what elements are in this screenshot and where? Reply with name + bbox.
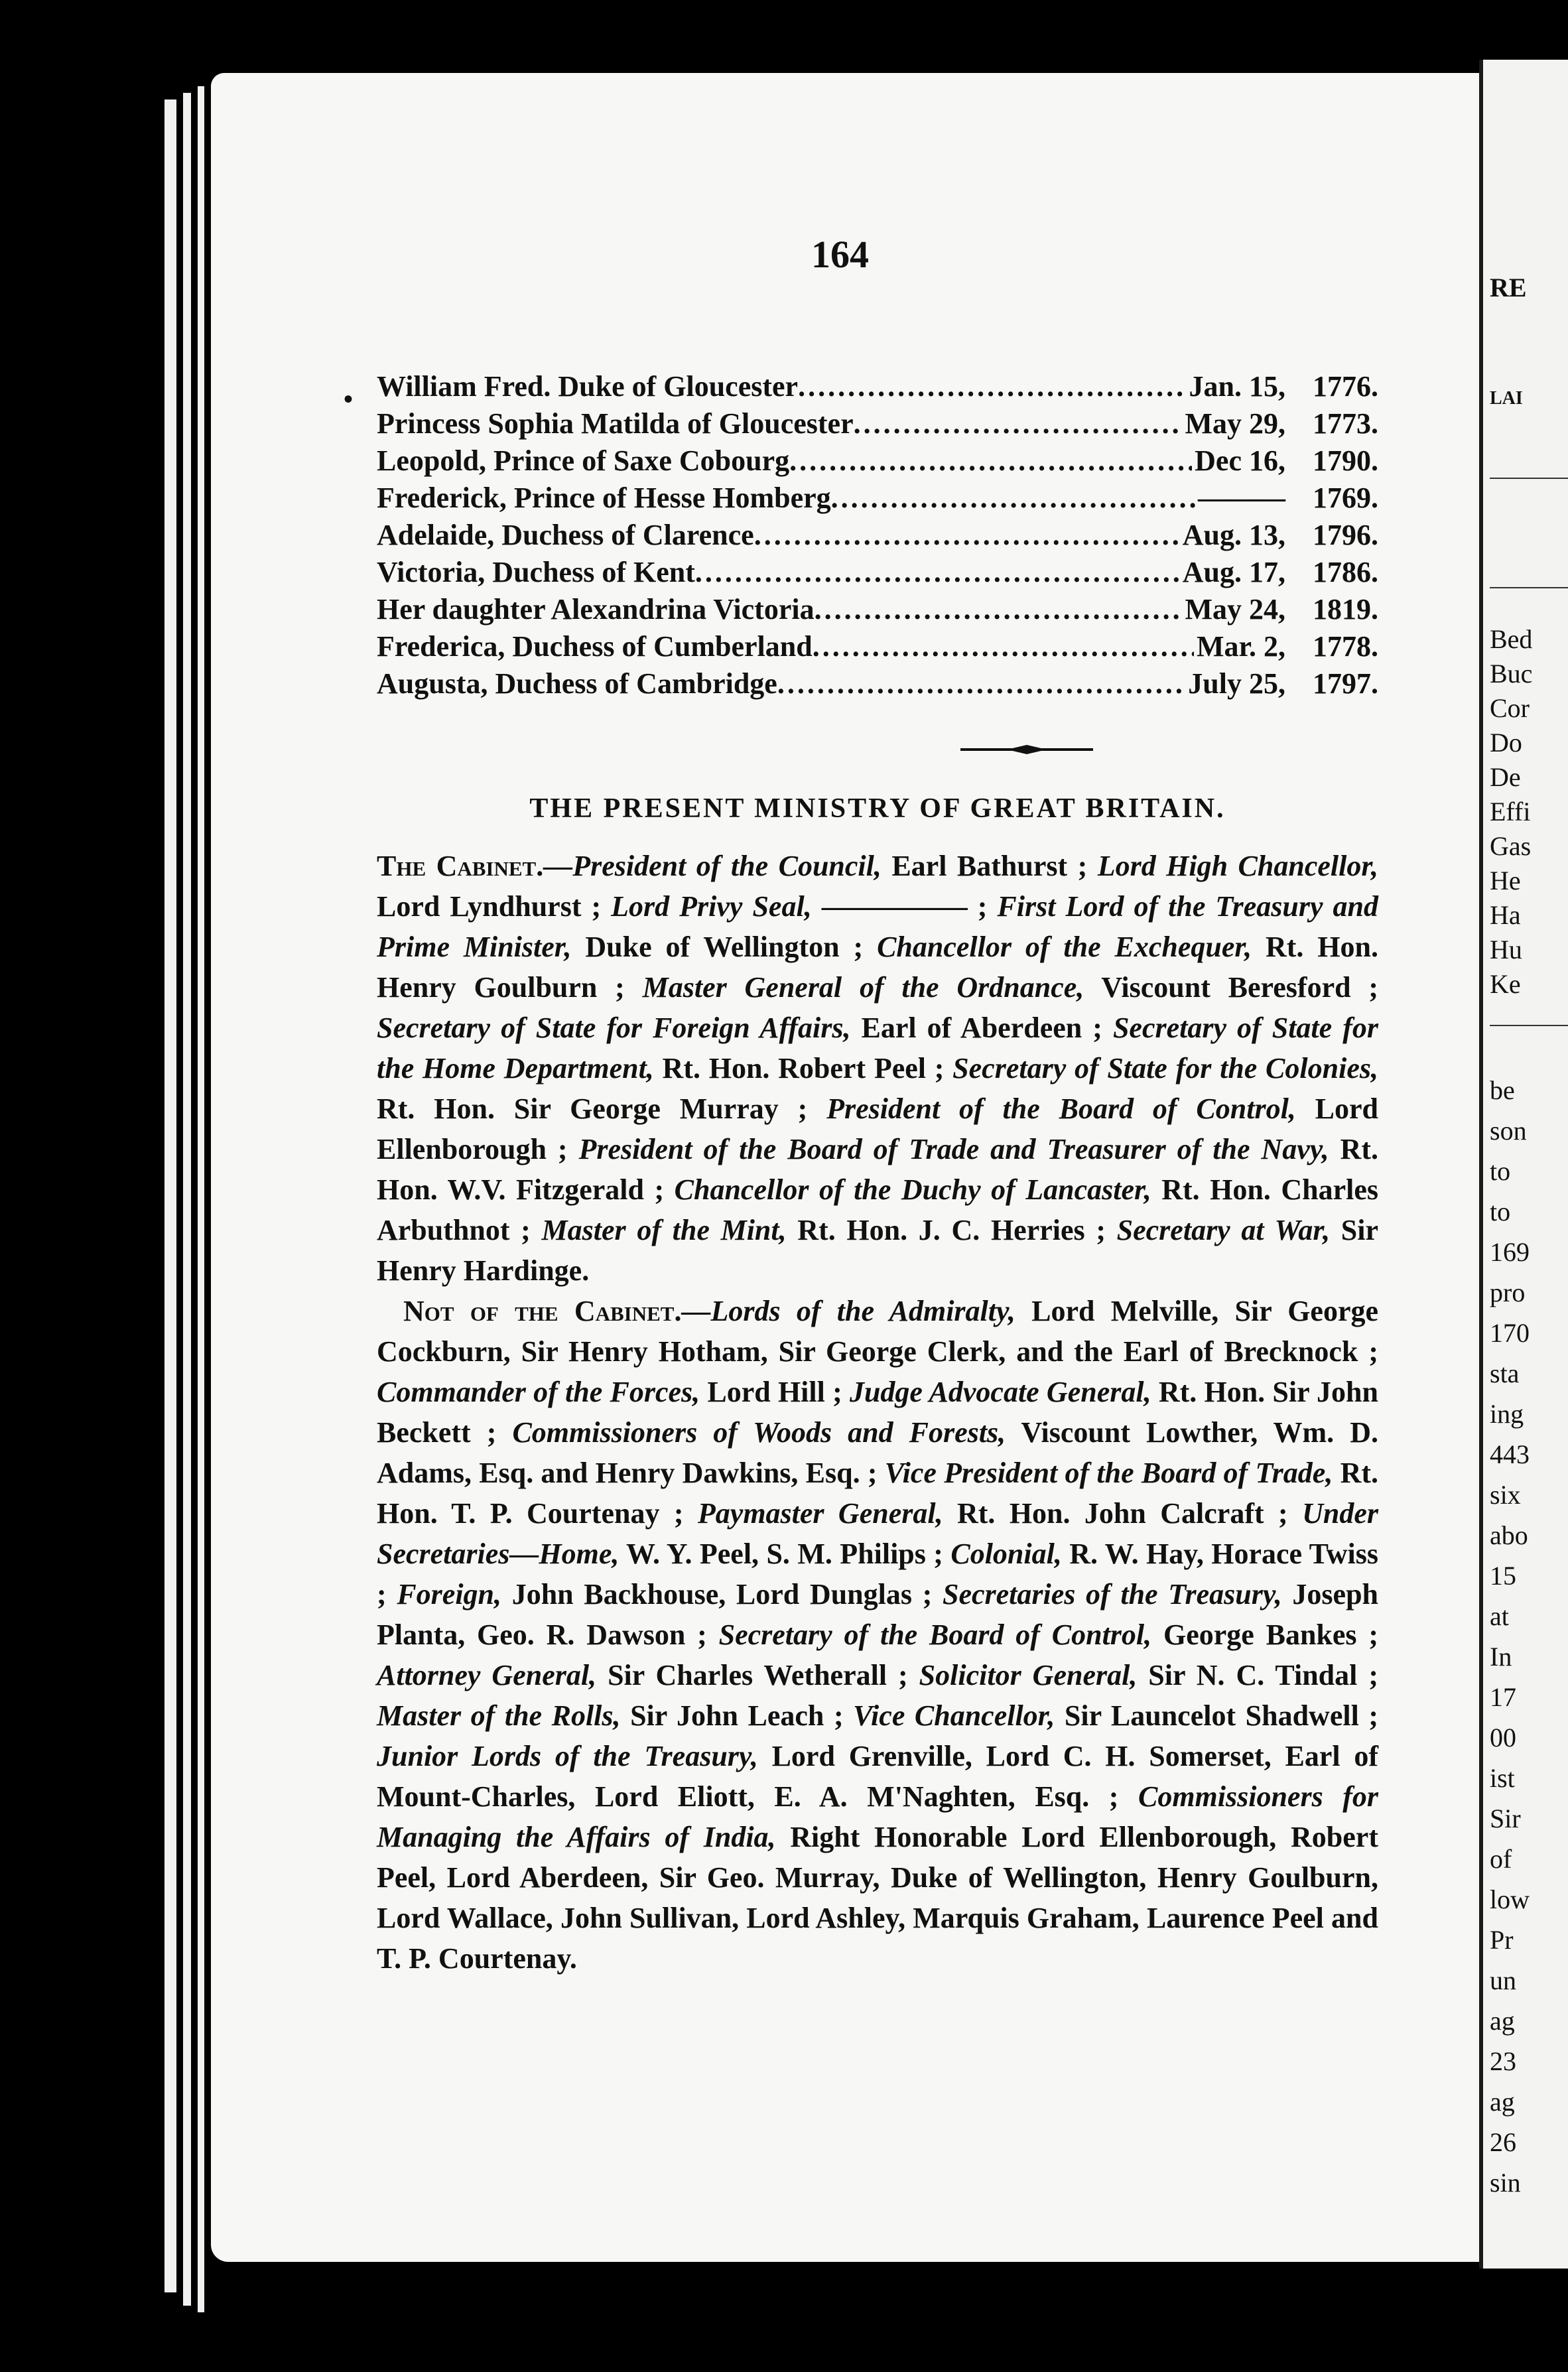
birth-row [377,480,1378,517]
office-title: Secretary of State for the Home Department, [377,1012,1378,1085]
office-title: Secretaries of the Treasury, [942,1578,1282,1611]
office-title: Secretary at War, [1116,1214,1331,1246]
office-holder: Right Honorable Lord Ellenborough, Robert Peel, Lord Aberdeen, Sir Geo. Murray, Duke of Wellington, Henry Goulburn, Lord Wallace, John Sullivan, Lord Ashley, Marquis Graham, Laurence Peel and T. P. Courtenay. [377,1821,1378,1975]
office-title: First Lord of the Treasury and Prime Minister, [377,890,1379,963]
cabinet-paragraph [377,846,1378,1291]
facing-page-fragment: to [1490,1197,1511,1226]
office-holder: Rt. Hon. Sir George Murray ; [377,1092,827,1125]
facing-page-fragment: at [1490,1601,1509,1631]
birth-name: Adelaide, Duchess of Clarence [377,519,754,551]
facing-page-fragment: Ha [1490,900,1521,930]
birth-name: Augusta, Duchess of Cambridge [377,667,777,700]
office-holder: Rt. Hon. W.V. Fitzgerald ; [377,1133,1378,1206]
office-holder: R. W. Hay, Horace Twiss ; [377,1538,1378,1611]
birth-year: 1773. [1313,407,1378,440]
facing-page-fragment: He [1490,866,1521,895]
office-holder: W. Y. Peel, S. M. Philips ; [619,1538,951,1570]
birth-name: Frederick, Prince of Hesse Homberg [377,482,831,514]
office-holder: Rt. Hon. J. C. Herries ; [786,1214,1117,1246]
birth-row [377,405,1378,442]
office-title: Master of the Rolls, [377,1699,621,1732]
office-title: Attorney General, [377,1659,597,1691]
birth-date: Aug. 13, [1182,519,1285,551]
facing-page-fragment: 26 [1490,2127,1516,2157]
facing-page-fragment: ag [1490,2087,1515,2117]
office-title: Master of the Mint, [541,1214,787,1246]
birth-year: 1819. [1313,593,1378,626]
facing-page-fragment: Cor [1490,693,1530,723]
office-title: Chancellor of the Duchy of Lancaster, [674,1173,1151,1206]
birth-year: 1790. [1313,444,1378,477]
book-page [211,73,1512,2262]
facing-page-fragment: Buc [1490,659,1533,689]
facing-page-fragment: low [1490,1884,1530,1914]
facing-page-fragment: Ke [1490,969,1521,999]
facing-page-fragment: ag [1490,2006,1515,2036]
facing-page-fragment: pro [1490,1278,1526,1307]
dot-leader [854,405,1183,442]
office-holder: Rt. Hon. T. P. Courtenay ; [377,1457,1379,1530]
birth-row [377,442,1378,480]
office-holder: Sir John Leach ; [620,1699,854,1732]
facing-page-fragment: Pr [1490,1925,1514,1955]
birth-row [377,554,1378,591]
birth-date: ——— [1198,482,1285,514]
office-title: Vice President of the Board of Trade, [884,1457,1333,1489]
facing-page-fragment: ing [1490,1399,1524,1429]
facing-page-fragment: Effi [1490,797,1531,826]
office-holder: George Bankes ; [1151,1618,1379,1651]
facing-page-fragment: 169 [1490,1237,1530,1267]
office-holder: Rt. Hon. Henry Goulburn ; [377,931,1379,1004]
facing-page-fragment: 00 [1490,1723,1516,1752]
birth-year: 1797. [1313,667,1378,700]
birth-date: May 24, [1185,593,1285,626]
facing-page-fragment: De [1490,762,1521,792]
facing-page-rule [1490,478,1568,479]
birth-name: William Fred. Duke of Gloucester [377,370,799,403]
facing-page-fragment: Do [1490,728,1522,758]
office-holder: Sir N. C. Tindal ; [1137,1659,1379,1691]
office-title: President of the Board of Control, [826,1092,1296,1125]
dot-leader [777,665,1185,702]
birth-year: 1786. [1313,556,1378,588]
office-holder: Viscount Beresford ; [1084,971,1378,1004]
office-title: President of the Board of Trade and Treasurer of the Navy, [578,1133,1329,1165]
office-holder: Lord Melville, Sir George Cockburn, Sir Henry Hotham, Sir George Clerk, and the Earl of Brecknock ; [377,1295,1379,1368]
facing-page-fragment: 443 [1490,1439,1530,1469]
facing-page-fragment: abo [1490,1520,1528,1550]
office-holder: Lord Grenville, Lord C. H. Somerset, Earl of Mount-Charles, Lord Eliott, E. A. M'Naghten, Esq. ; [377,1740,1378,1813]
facing-page-fragment: ist [1490,1763,1515,1793]
facing-page-header: RE [1490,273,1527,302]
office-holder: Sir Launcelot Shadwell ; [1055,1699,1378,1732]
office-holder: Rt. Hon. John Calcraft ; [943,1497,1303,1530]
office-holder: Sir Henry Hardinge. [377,1214,1378,1287]
facing-page-fragment: 15 [1490,1561,1516,1591]
birth-row [377,628,1378,665]
office-holder: John Backhouse, Lord Dunglas ; [501,1578,943,1611]
office-holder: Earl Bathurst ; [881,850,1098,882]
dot-leader [831,480,1195,517]
ministry-text [377,846,1378,1979]
dot-leader [695,554,1180,591]
office-title: Commander of the Forces, [377,1376,700,1408]
office-title: Lord High Chancellor, [1097,850,1379,882]
office-title: —Lords of the Admiralty, [681,1295,1015,1327]
birth-date: Mar. 2, [1196,630,1285,663]
bullet-mark: • [344,384,354,414]
cabinet-lead: The Cabinet. [377,850,544,882]
dot-leader [754,517,1180,554]
office-holder: Lord Lyndhurst ; [377,890,612,923]
birth-name: Leopold, Prince of Saxe Cobourg [377,444,790,477]
office-title: Secretary of State for the Colonies, [952,1052,1378,1085]
office-holder: Earl of Aberdeen ; [850,1012,1113,1044]
facing-page-fragment: Hu [1490,935,1522,964]
birth-date: Aug. 17, [1182,556,1285,588]
facing-page-fragment: 23 [1490,2046,1516,2076]
facing-page-rule [1490,1025,1568,1026]
facing-page-fragment: In [1490,1642,1512,1672]
office-holder: Joseph Planta, Geo. R. Dawson ; [377,1578,1379,1651]
birth-name: Victoria, Duchess of Kent [377,556,695,588]
office-title: Paymaster General, [697,1497,943,1530]
page-stack-edge [164,99,176,2292]
birth-row [377,591,1378,628]
office-title: Commissioners of Woods and Forests, [512,1416,1006,1449]
birth-date: Dec 16, [1195,444,1285,477]
facing-page-fragment: 170 [1490,1318,1530,1348]
facing-page [1479,60,1568,2269]
birth-date: Jan. 15, [1189,370,1285,403]
office-title: Commissioners for Managing the Affairs of India, [377,1780,1378,1853]
birth-year: 1776. [1313,370,1378,403]
birth-list [377,368,1378,702]
office-title: Colonial, [950,1538,1062,1570]
office-holder: Viscount Lowther, Wm. D. Adams, Esq. and Henry Dawkins, Esq. ; [377,1416,1378,1489]
office-title: Solicitor General, [919,1659,1138,1691]
dot-leader [815,591,1183,628]
birth-name: Princess Sophia Matilda of Gloucester [377,407,854,440]
page-stack-edge [183,93,191,2306]
office-holder: ————— ; [811,890,998,923]
birth-row [377,368,1378,405]
office-holder: Sir Charles Wetherall ; [596,1659,919,1691]
office-holder: Rt. Hon. Sir John Beckett ; [377,1376,1378,1449]
divider-ornament-icon [960,743,1093,756]
facing-page-fragment: Bed [1490,624,1533,654]
facing-page-fragment: of [1490,1844,1512,1874]
page-number: 164 [811,233,869,276]
facing-page-fragment: son [1490,1116,1527,1146]
facing-page-fragment: un [1490,1965,1516,1995]
birth-year: 1778. [1313,630,1378,663]
facing-page-fragment: to [1490,1156,1511,1186]
birth-name: Frederica, Duchess of Cumberland [377,630,813,663]
dot-leader [813,628,1194,665]
office-holder: Lord Hill ; [700,1376,850,1408]
office-title: Secretary of State for Foreign Affairs, [377,1012,851,1044]
facing-page-fragment: six [1490,1480,1521,1510]
office-title: Under Secretaries—Home, [377,1497,1378,1570]
facing-page-fragment: be [1490,1075,1515,1105]
dot-leader [798,368,1186,405]
office-title: Judge Advocate General, [849,1376,1151,1408]
office-title: Secretary of the Board of Control, [718,1618,1152,1651]
dot-leader [789,442,1192,480]
not-cabinet-paragraph [377,1291,1378,1979]
page-stack-edge [198,86,204,2312]
office-holder: Lord Ellenborough ; [377,1092,1378,1165]
facing-page-subheader: LAI [1490,388,1523,409]
office-title: —President of the Council, [543,850,882,882]
office-title: Foreign, [397,1578,502,1611]
birth-row [377,517,1378,554]
office-holder: Rt. Hon. Charles Arbuthnot ; [377,1173,1378,1246]
birth-date: May 29, [1185,407,1285,440]
facing-page-fragment: Sir [1490,1804,1521,1833]
facing-page-rule [1490,587,1568,588]
facing-page-fragment: Gas [1490,831,1532,861]
not-cabinet-lead: Not of the Cabinet. [403,1295,682,1327]
office-holder: Rt. Hon. Robert Peel ; [653,1052,953,1085]
birth-date: July 25, [1188,667,1285,700]
section-heading: THE PRESENT MINISTRY OF GREAT BRITAIN. [529,793,1226,824]
office-title: Chancellor of the Exchequer, [877,931,1252,963]
birth-year: 1769. [1313,482,1378,514]
office-title: Lord Privy Seal, [611,890,812,923]
facing-page-fragment: 17 [1490,1682,1516,1712]
office-holder: Duke of Wellington ; [571,931,878,963]
office-title: Junior Lords of the Treasury, [377,1740,758,1772]
birth-year: 1796. [1313,519,1378,551]
birth-name: Her daughter Alexandrina Victoria [377,593,815,626]
birth-row [377,665,1378,702]
office-title: Vice Chancellor, [853,1699,1055,1732]
facing-page-fragment: sin [1490,2168,1521,2198]
facing-page-fragment: sta [1490,1358,1520,1388]
office-title: Master General of the Ordnance, [642,971,1084,1004]
